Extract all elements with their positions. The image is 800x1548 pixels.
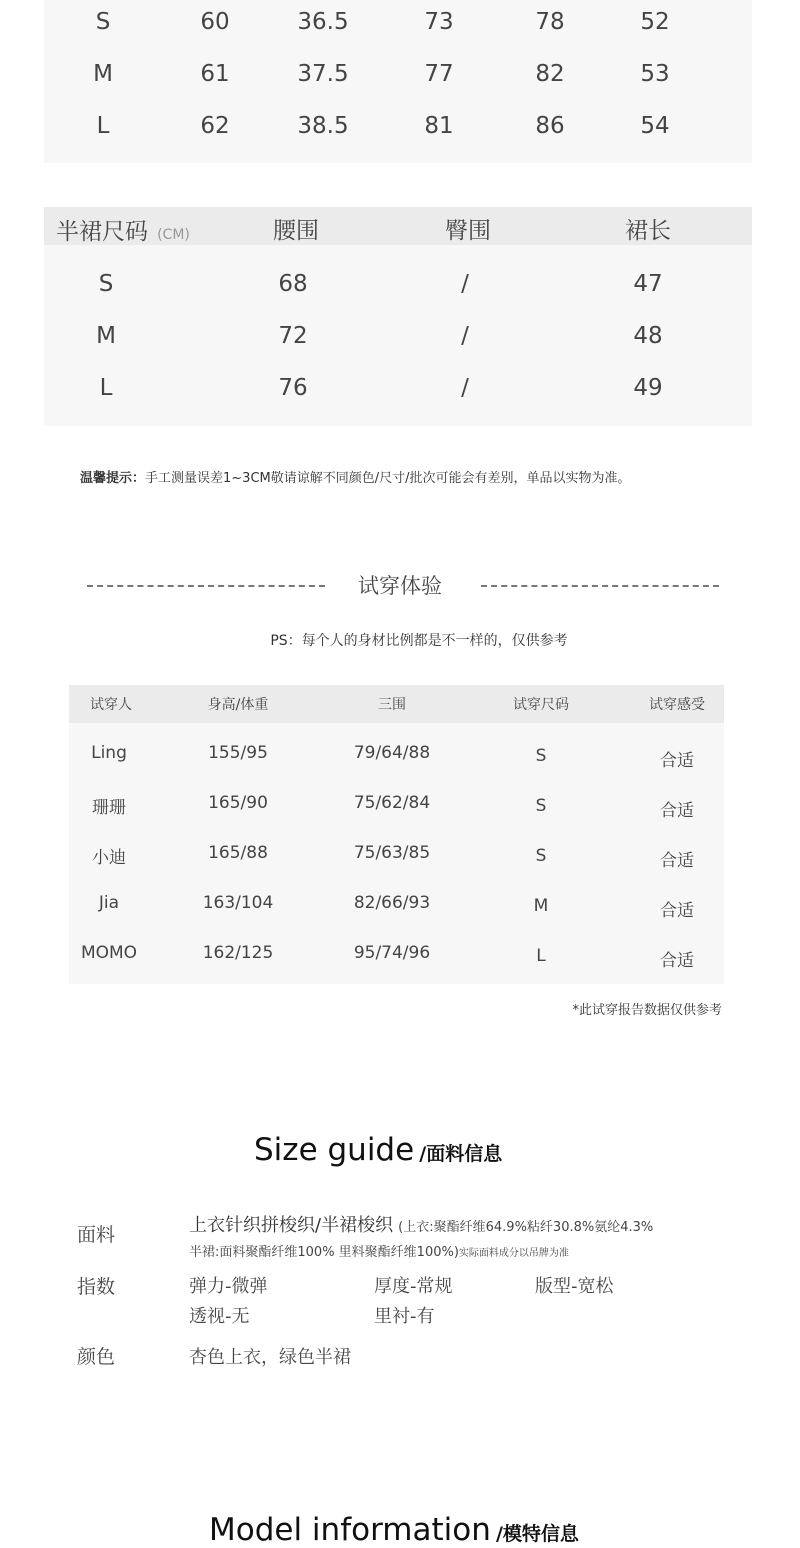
warm-tip-text: 手工测量误差1~3CM敬请谅解不同颜色/尺寸/批次可能会有差别，单品以实物为准。 — [145, 471, 631, 486]
skirt-size-cell: 48 — [633, 323, 663, 349]
divider-right — [481, 585, 719, 587]
skirt-title-label: 半裙尺码 — [56, 219, 148, 245]
size-guide-heading — [254, 1132, 502, 1168]
skirt-size-cell: 68 — [278, 271, 308, 297]
top-size-cell: 81 — [424, 113, 454, 139]
warm-tip — [80, 467, 631, 486]
skirt-size-label: S — [98, 271, 114, 297]
top-size-cell: 86 — [535, 113, 565, 139]
tryon-header-cell: 三围 — [378, 697, 406, 713]
size-guide-subtitle: /面料信息 — [419, 1143, 503, 1165]
skirt-size-cell: / — [461, 375, 469, 401]
fabric-label: 面料 — [77, 1224, 116, 1246]
tryon-cell: 82/66/93 — [353, 893, 431, 913]
skirt-header-cell: 腰围 — [273, 218, 319, 244]
top-size-cell: 52 — [640, 9, 670, 35]
tryon-cell: 79/64/88 — [353, 743, 431, 763]
tryon-cell: 95/74/96 — [353, 943, 431, 963]
tryon-header-cell: 试穿人 — [90, 697, 132, 713]
tryon-cell: S — [535, 846, 547, 866]
top-size-cell: 60 — [200, 9, 230, 35]
tryon-header-cell: 身高/体重 — [207, 697, 269, 713]
tryon-header-cell: 试穿感受 — [649, 697, 705, 713]
tryon-person: 小迪 — [92, 848, 126, 868]
index-label: 指数 — [77, 1276, 116, 1298]
skirt-size-cell: 76 — [278, 375, 308, 401]
skirt-size-cell: 49 — [633, 375, 663, 401]
tryon-person: 珊珊 — [92, 798, 126, 818]
tryon-table — [69, 685, 724, 984]
model-info-title: Model information — [209, 1512, 491, 1548]
tryon-footnote: *此试穿报告数据仅供参考 — [572, 1003, 722, 1018]
top-size-label: S — [95, 9, 111, 35]
model-info-subtitle: /模特信息 — [495, 1523, 579, 1545]
skirt-header-cell: 裙长 — [625, 218, 671, 244]
tryon-cell: L — [536, 946, 546, 966]
top-size-cell: 37.5 — [297, 61, 349, 87]
skirt-size-label: L — [99, 375, 113, 401]
tryon-heading: 试穿体验 — [358, 574, 442, 598]
tryon-cell: S — [535, 796, 547, 816]
top-size-cell: 54 — [640, 113, 670, 139]
tryon-cell: 75/62/84 — [353, 793, 431, 813]
tryon-cell: 162/125 — [202, 943, 274, 963]
top-size-cell: 53 — [640, 61, 670, 87]
tryon-cell: 合适 — [660, 851, 694, 871]
tryon-cell: 合适 — [660, 801, 694, 821]
tryon-cell: 155/95 — [208, 743, 268, 763]
skirt-unit-label: (CM) — [157, 227, 190, 243]
top-size-label: M — [93, 61, 113, 87]
fabric-line2-text: 半裙:面料聚酯纤维100% 里料聚酯纤维100%) — [189, 1245, 459, 1260]
index-sheer: 透视-无 — [189, 1306, 250, 1327]
tryon-note: PS：每个人的身材比例都是不一样的，仅供参考 — [270, 633, 568, 649]
top-size-cell: 77 — [424, 61, 454, 87]
skirt-table-title — [56, 213, 190, 246]
top-size-cell: 61 — [200, 61, 230, 87]
skirt-size-cell: / — [461, 323, 469, 349]
fabric-line-2 — [189, 1241, 569, 1260]
fabric-line-1 — [189, 1211, 653, 1237]
top-size-cell: 62 — [200, 113, 230, 139]
tryon-cell: 合适 — [660, 751, 694, 771]
skirt-size-cell: / — [461, 271, 469, 297]
size-guide-title: Size guide — [254, 1132, 415, 1168]
tryon-header-cell: 试穿尺码 — [513, 697, 569, 713]
tryon-cell: 165/88 — [208, 843, 268, 863]
warm-tip-label: 温馨提示： — [80, 471, 146, 486]
fabric-main: 上衣针织拼梭织/半裙梭织 — [189, 1215, 394, 1236]
divider-left — [87, 585, 325, 587]
top-size-label: L — [96, 113, 110, 139]
index-lining: 里衬-有 — [374, 1306, 435, 1327]
tryon-person: Ling — [91, 743, 127, 763]
top-size-cell: 38.5 — [297, 113, 349, 139]
skirt-size-label: M — [96, 323, 116, 349]
index-thickness: 厚度-常规 — [374, 1276, 453, 1297]
top-size-cell: 82 — [535, 61, 565, 87]
index-elasticity: 弹力-微弹 — [189, 1276, 268, 1297]
top-size-cell: 73 — [424, 9, 454, 35]
index-fit: 版型-宽松 — [535, 1276, 614, 1297]
color-value: 杏色上衣，绿色半裙 — [189, 1347, 351, 1368]
fabric-detail: (上衣:聚酯纤维64.9%粘纤30.8%氨纶4.3% — [398, 1220, 654, 1235]
tryon-cell: 合适 — [660, 901, 694, 921]
skirt-size-cell: 72 — [278, 323, 308, 349]
model-info-heading — [209, 1512, 579, 1548]
tryon-cell: 75/63/85 — [353, 843, 431, 863]
skirt-header-cell: 臀围 — [445, 218, 491, 244]
top-size-cell: 36.5 — [297, 9, 349, 35]
tryon-person: MOMO — [80, 943, 138, 963]
tryon-person: Jia — [98, 893, 120, 913]
tryon-cell: 165/90 — [208, 793, 268, 813]
tryon-cell: M — [533, 896, 549, 916]
tryon-cell: S — [535, 746, 547, 766]
fabric-note: 实际面料成分以吊牌为准 — [458, 1248, 569, 1259]
tryon-cell: 合适 — [660, 951, 694, 971]
skirt-size-cell: 47 — [633, 271, 663, 297]
tryon-cell: 163/104 — [202, 893, 274, 913]
top-size-cell: 78 — [535, 9, 565, 35]
color-label: 颜色 — [77, 1346, 116, 1368]
